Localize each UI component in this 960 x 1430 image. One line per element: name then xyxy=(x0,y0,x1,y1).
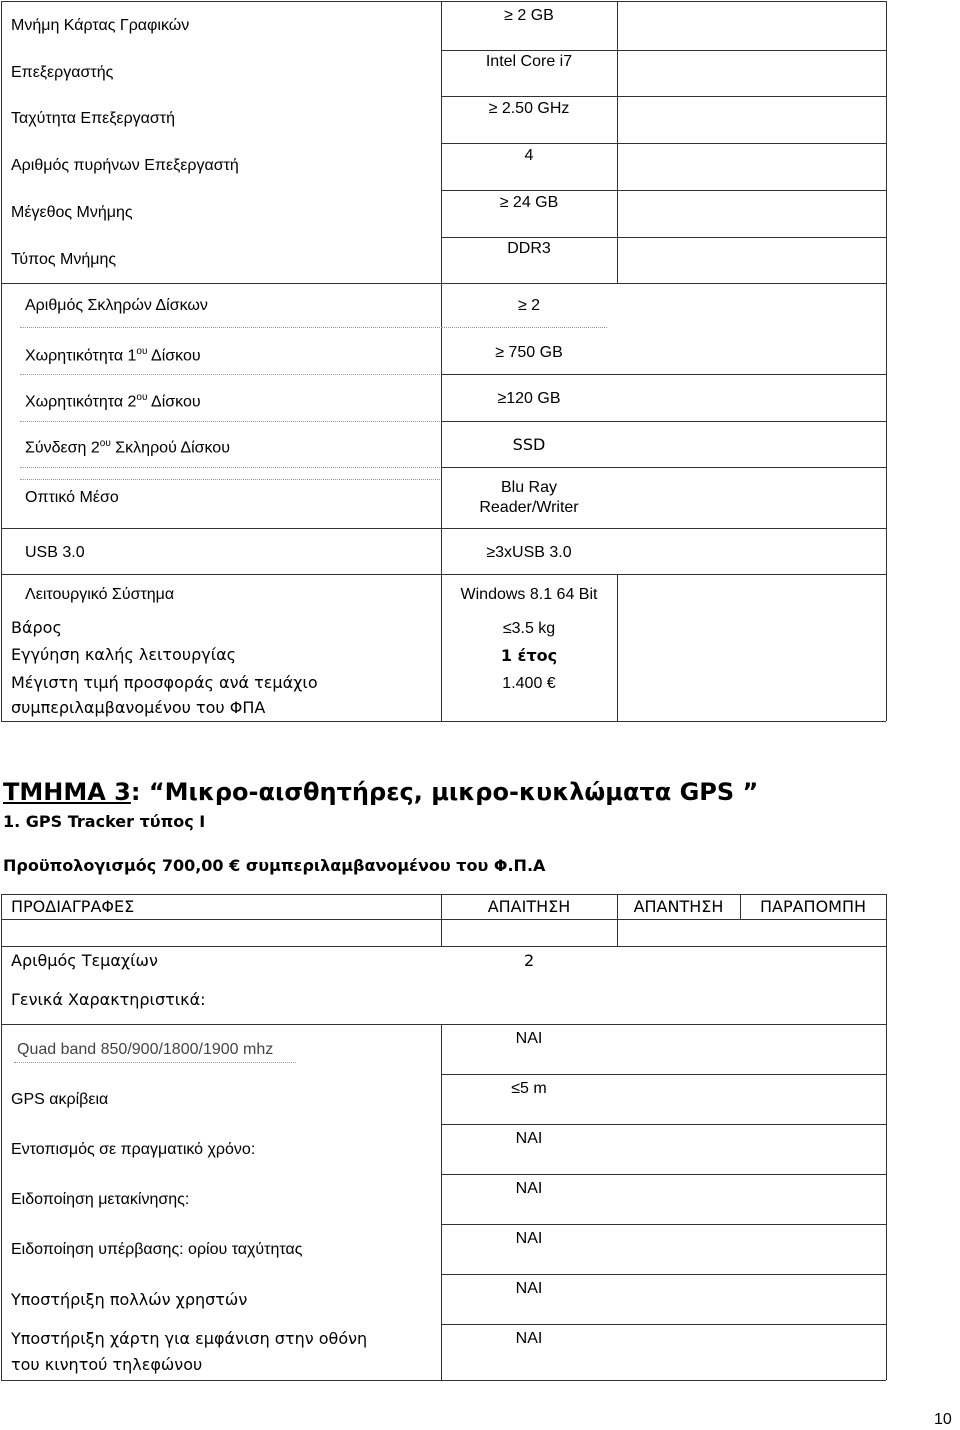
column-header: ΑΠΑΙΤΗΣΗ xyxy=(487,897,571,916)
feature-label: Quad band 850/900/1800/1900 mhz xyxy=(17,1041,274,1058)
spec-value: ≤3.5 kg xyxy=(502,620,556,637)
general-label: Γενικά Χαρακτηριστικά: xyxy=(11,990,206,1009)
feature-label: Ειδοποίηση μετακίνησης: xyxy=(11,1191,190,1208)
feature-value: ≤5 m xyxy=(511,1080,547,1097)
column-header: ΠΡΟΔΙΑΓΡΑΦΕΣ xyxy=(11,897,135,916)
spec-value: ≥3xUSB 3.0 xyxy=(486,544,572,561)
spec-label: Μέγεθος Μνήμης xyxy=(11,204,133,221)
spec-value: 1 έτος xyxy=(500,646,558,665)
column-header: ΠΑΡΑΠΟΜΠΗ xyxy=(759,897,867,916)
spec-label: Αριθμός Σκληρών Δίσκων xyxy=(25,297,208,314)
spec-label: Βάρος xyxy=(11,618,62,637)
spec-value: Intel Core i7 xyxy=(485,53,573,70)
page-number: 10 xyxy=(934,1411,952,1428)
feature-label: Εντοπισμός σε πραγματικό χρόνο: xyxy=(11,1141,256,1158)
spec-value: ≥ 2 xyxy=(517,297,541,314)
spec-label: Σύνδεση $2^{o\upsilon}$ Σκληρού Δίσκου xyxy=(25,438,230,457)
spec-label: Οπτικό Μέσο xyxy=(25,489,119,506)
spec-value: ≥ 2 GB xyxy=(504,7,554,24)
spec-value: ≥ 2.50 GHz xyxy=(488,100,570,117)
feature-value: ΝΑΙ xyxy=(515,1030,543,1047)
feature-value: ΝΑΙ xyxy=(515,1230,543,1247)
feature-label: Ειδοποίηση υπέρβασης: ορίου ταχύτητας xyxy=(11,1241,303,1258)
spec-value: Reader/Writer xyxy=(479,499,579,516)
spec-label: Λειτουργικό Σύστημα xyxy=(25,586,175,603)
section-heading: ΤΜΗΜΑ 3: “Μικρο-αισθητήρες, μικρο-κυκλώματα GPS ” xyxy=(3,778,759,806)
spec-value: SSD xyxy=(512,435,546,454)
feature-label: του κινητού τηλεφώνου xyxy=(11,1355,203,1374)
feature-label: Υποστήριξη χάρτη για εμφάνιση στην οθόνη xyxy=(11,1329,368,1348)
spec-label: Εγγύηση καλής λειτουργίας xyxy=(11,645,237,664)
feature-value: ΝΑΙ xyxy=(515,1130,543,1147)
spec-value: 1.400 € xyxy=(502,675,556,692)
quantity-label: Αριθμός Τεμαχίων xyxy=(11,951,158,970)
item-title: 1. GPS Tracker τύπος I xyxy=(3,812,206,831)
spec-value: ≥120 GB xyxy=(497,390,561,407)
spec-value: ≥ 750 GB xyxy=(495,344,563,361)
spec-label: USB 3.0 xyxy=(25,544,85,561)
spec-label: Ταχύτητα Επεξεργαστή xyxy=(11,110,176,127)
column-header: ΑΠΑΝΤΗΣΗ xyxy=(633,897,724,916)
spec-value: 4 xyxy=(524,147,534,164)
spec-label: Χωρητικότητα $2^{o\upsilon}$ Δίσκου xyxy=(25,392,201,411)
spec-value: Windows 8.1 64 Bit xyxy=(460,586,598,603)
spec-label: συμπεριλαμβανομένου του ΦΠΑ xyxy=(11,698,266,717)
feature-value: ΝΑΙ xyxy=(515,1280,543,1297)
feature-label: Υποστήριξη πολλών χρηστών xyxy=(11,1290,248,1309)
spec-value: DDR3 xyxy=(507,240,551,257)
feature-label: GPS ακρίβεια xyxy=(11,1091,109,1108)
feature-value: ΝΑΙ xyxy=(515,1180,543,1197)
spec-label: Μνήμη Κάρτας Γραφικών xyxy=(11,17,190,34)
budget-text: Προϋπολογισμός 700,00 € συμπεριλαμβανομένου του Φ.Π.Α xyxy=(3,856,546,875)
spec-value: ≥ 24 GB xyxy=(499,194,559,211)
spec-label: Χωρητικότητα $1^{o\upsilon}$ Δίσκου xyxy=(25,346,201,365)
feature-value: ΝΑΙ xyxy=(515,1330,543,1347)
spec-label: Επεξεργαστής xyxy=(11,64,114,81)
spec-value: Blu Ray xyxy=(500,479,558,496)
spec-label: Μέγιστη τιμή προσφοράς ανά τεμάχιο xyxy=(11,673,318,692)
spec-label: Αριθμός πυρήνων Επεξεργαστή xyxy=(11,157,239,174)
quantity-value: 2 xyxy=(524,951,535,970)
spec-label: Τύπος Μνήμης xyxy=(11,251,117,268)
